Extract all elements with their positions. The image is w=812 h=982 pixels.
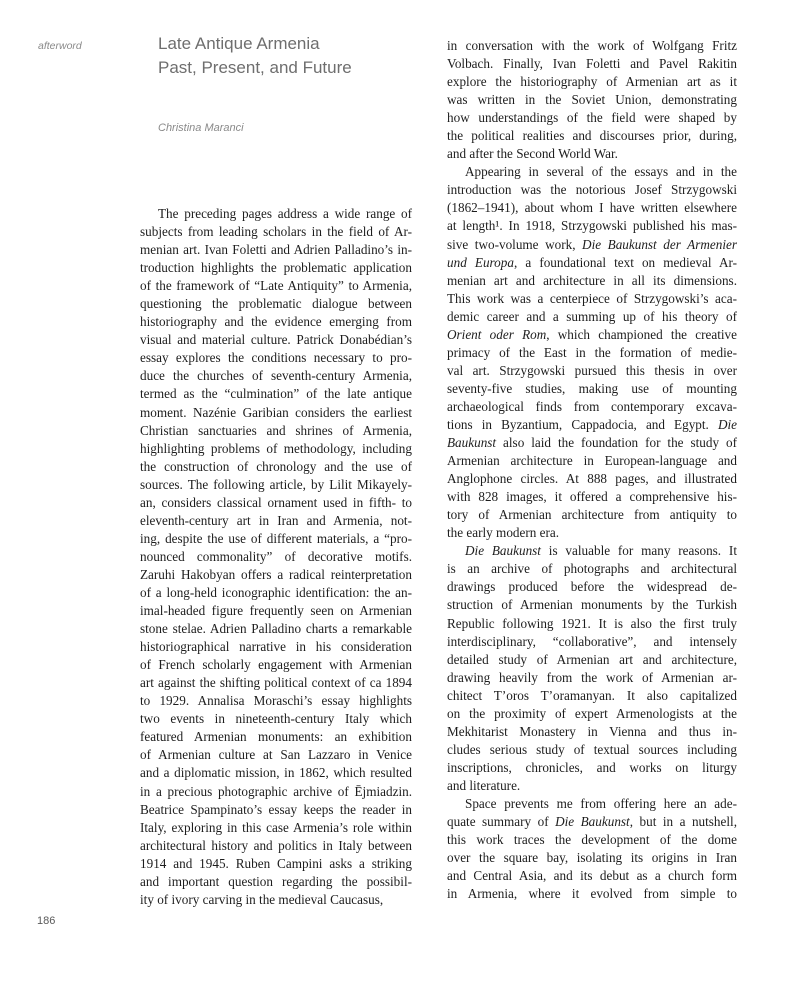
- text-line: troduction highlights the problematic application: [140, 260, 412, 276]
- text-line: visual and material culture. Patrick Donabédian’s: [140, 332, 412, 348]
- left-text-column: [140, 205, 412, 909]
- text-line: historiography and the evidence emerging from: [140, 314, 412, 330]
- text-line: Anglophone circles. At 888 pages, and illustrated: [447, 471, 737, 487]
- text-line: moment. Nazénie Garibian considers the earliest: [140, 404, 412, 420]
- text-line: duce the churches of seventh-century Armenia,: [140, 368, 412, 384]
- text-line: seventy-five studies, making use of mounting: [447, 380, 737, 396]
- text-line: of the framework of “Late Antiquity” to Armenia,: [140, 278, 412, 294]
- text-line: and Central Asia, and its debut as a church form: [447, 868, 737, 884]
- text-line: was written in the Soviet Union, demonstrating: [447, 92, 737, 108]
- text-line: nounced commonality” of decorative motifs.: [140, 548, 412, 564]
- text-line: struction of Armenian monuments by the Turkish: [447, 597, 737, 613]
- text-line: of Armenian culture at San Lazzaro in Venice: [140, 747, 412, 763]
- text-line: essay explores the conditions necessary to pro-: [140, 350, 412, 366]
- text-line: chitect T’oros T’oramanyan. It also capitalized: [447, 687, 737, 703]
- text-line: this work traces the development of the dome: [447, 832, 737, 848]
- text-line: Republic following 1921. It is also the first truly: [447, 615, 737, 631]
- text-line: primacy of the East in the formation of medie-: [447, 344, 737, 360]
- text-line: 1914 and 1945. Ruben Campini asks a striking: [140, 855, 412, 871]
- text-line: on the proximity of expert Armenologists at the: [447, 705, 737, 721]
- text-line: the political realities and discourses prior, during,: [447, 128, 737, 144]
- text-line: Baukunst also laid the foundation for the study of: [447, 435, 737, 451]
- text-line: drawing heavily from the work of Armenian ar-: [447, 669, 737, 685]
- text-line: sources. The following article, by Lilit Mikayely-: [140, 476, 412, 492]
- text-line: demic career and a summing up of his theory of: [447, 308, 737, 324]
- text-line: eleventh-century art in Iran and Armenia, not-: [140, 512, 412, 528]
- text-line: menian art. Ivan Foletti and Adrien Palladino’s in-: [140, 242, 412, 258]
- text-line: with 828 images, it offered a comprehensive his-: [447, 489, 737, 505]
- text-line: Space prevents me from offering here an ade-: [465, 795, 737, 811]
- text-line: two events in nineteenth-century Italy which: [140, 711, 412, 727]
- text-line: Christian sanctuaries and shrines of Armenia,: [140, 422, 412, 438]
- text-line: ity of ivory carving in the medieval Caucasus,: [140, 891, 384, 907]
- text-line: is an archive of photographs and architectural: [447, 561, 737, 577]
- text-line: art against the shifting political context of ca 1894: [140, 675, 412, 691]
- text-line: (1862–1941), about whom I have written elsewhere: [447, 200, 737, 216]
- text-line: Italy, exploring in this case Armenia’s role within: [140, 819, 412, 835]
- text-line: Appearing in several of the essays and in the: [465, 164, 737, 180]
- text-line: the construction of chronology and the use of: [140, 458, 412, 474]
- text-line: detailed study of Armenian art and architecture,: [447, 651, 737, 667]
- text-line: an, considers classical ornament used in fifth- to: [140, 494, 412, 510]
- text-line: and literature.: [447, 777, 521, 793]
- text-line: archaeological finds from contemporary excava-: [447, 398, 737, 414]
- text-line: Die Baukunst is valuable for many reasons. It: [465, 543, 737, 559]
- text-line: subjects from leading scholars in the field of Ar-: [140, 224, 412, 240]
- text-line: architectural history and politics in Italy between: [140, 837, 412, 853]
- text-line: menian art and architecture in all its dimensions.: [447, 272, 737, 288]
- text-line: and after the Second World War.: [447, 146, 618, 162]
- author-name: Christina Maranci: [158, 122, 244, 134]
- text-line: val art. Strzygowski pursued this thesis in over: [447, 362, 737, 378]
- text-line: cludes serious study of textual sources including: [447, 741, 737, 757]
- text-line: inscriptions, chronicles, and works on liturgy: [447, 759, 737, 775]
- text-line: ing, despite the use of different materials, a “pro-: [140, 530, 412, 546]
- article-subtitle: Past, Present, and Future: [158, 58, 352, 77]
- text-line: of French scholarly engagement with Armenian: [140, 657, 412, 673]
- text-line: in Armenia, where it evolved from simple to: [447, 886, 737, 902]
- section-label: afterword: [38, 40, 82, 52]
- text-line: Mekhitarist Monastery in Vienna and thus in-: [447, 723, 737, 739]
- text-line: and important question regarding the possibil-: [140, 873, 412, 889]
- text-line: tory of Armenian architecture from antiquity to: [447, 507, 737, 523]
- text-line: tions in Byzantium, Cappadocia, and Egypt. Die: [447, 416, 737, 432]
- text-line: questioning the problematic dialogue between: [140, 296, 412, 312]
- text-line: Volbach. Finally, Ivan Foletti and Pavel Rakitin: [447, 56, 737, 72]
- text-line: highlighting problems of methodology, including: [140, 440, 412, 456]
- text-line: the early modern era.: [447, 525, 560, 541]
- text-line: and a diplomatic mission, in 1862, which resulted: [140, 765, 412, 781]
- text-line: Orient oder Rom, which championed the creative: [447, 326, 737, 342]
- right-text-column: [447, 37, 737, 903]
- text-line: imal-headed figure frequently seen on Armenian: [140, 603, 412, 619]
- text-line: Armenian architecture in European-language and: [447, 453, 737, 469]
- text-line: of a long-held iconographic identification: the an-: [140, 584, 412, 600]
- text-line: Zaruhi Hakobyan offers a radical reinterpretation: [140, 566, 412, 582]
- text-line: sive two-volume work, Die Baukunst der Armenier: [447, 236, 737, 252]
- text-line: interdisciplinary, “collaborative”, and intensely: [447, 633, 737, 649]
- text-line: quate summary of Die Baukunst, but in a nutshell,: [447, 814, 737, 830]
- text-line: This work was a centerpiece of Strzygowski’s aca-: [447, 290, 737, 306]
- text-line: over the square bay, isolating its origins in Iran: [447, 850, 737, 866]
- text-line: explore the historiography of Armenian art as it: [447, 74, 737, 90]
- text-line: und Europa, a foundational text on medieval Ar-: [447, 254, 737, 270]
- text-line: drawings produced before the widespread de-: [447, 579, 737, 595]
- article-title: Late Antique Armenia: [158, 34, 320, 53]
- text-line: introduction was the notorious Josef Strzygowski: [447, 182, 737, 198]
- text-line: at length¹. In 1918, Strzygowski published his mas-: [447, 218, 737, 234]
- text-line: how understandings of the field were shaped by: [447, 110, 737, 126]
- text-line: stone stelae. Adrien Palladino charts a remarkable: [140, 621, 412, 637]
- text-line: in a precious photographic archive of Ējmiadzin.: [140, 783, 412, 799]
- text-line: to 1929. Annalisa Moraschi’s essay highlights: [140, 693, 412, 709]
- text-line: historiographical narrative in his consideration: [140, 639, 412, 655]
- page-number: 186: [37, 915, 56, 927]
- text-line: The preceding pages address a wide range of: [158, 206, 412, 221]
- text-line: featured Armenian monuments: an exhibition: [140, 729, 412, 745]
- text-line: termed as the “culmination” of the late antique: [140, 386, 412, 402]
- text-line: in conversation with the work of Wolfgang Fritz: [447, 38, 737, 53]
- text-line: Beatrice Spampinato’s essay keeps the reader in: [140, 801, 412, 817]
